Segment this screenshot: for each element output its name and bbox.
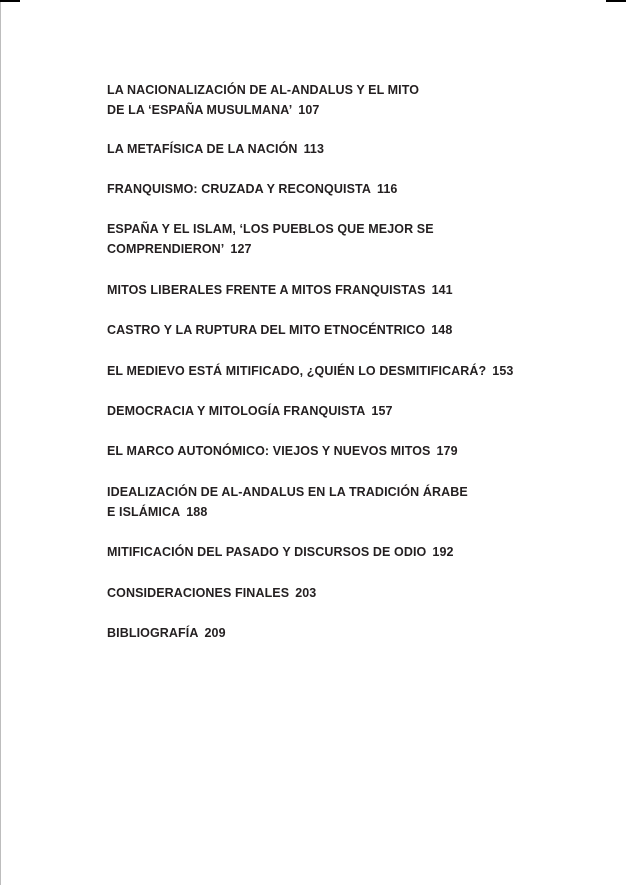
toc-entry (107, 219, 587, 259)
toc-entry (107, 139, 587, 159)
toc-entry-page-number: 153 (492, 364, 514, 378)
toc-entry (107, 583, 587, 603)
toc-entry-title-line: E ISLÁMICA (107, 505, 181, 519)
toc-entry-title-line: IDEALIZACIÓN DE AL-ANDALUS EN LA TRADICIÓN ÁRABE (107, 485, 468, 499)
toc-entry-title-line: ESPAÑA Y EL ISLAM, ‘LOS PUEBLOS QUE MEJOR SE (107, 222, 434, 236)
toc-entry-page-number: 209 (204, 626, 226, 640)
toc-entry-page-number: 116 (376, 182, 398, 196)
toc-entry (107, 179, 587, 199)
toc-entry-page-number: 107 (298, 103, 320, 117)
toc-entry (107, 80, 587, 120)
toc-entry-title-line: MITIFICACIÓN DEL PASADO Y DISCURSOS DE ODIO (107, 545, 427, 559)
toc-entry-page-number: 157 (371, 404, 393, 418)
toc-entry-title-line: LA NACIONALIZACIÓN DE AL-ANDALUS Y EL MITO (107, 83, 420, 97)
toc-entry (107, 401, 587, 421)
toc-entry (107, 623, 587, 643)
toc-entry-page-number: 203 (295, 586, 317, 600)
toc-entry-title-line: CONSIDERACIONES FINALES (107, 586, 290, 600)
toc-entry-page-number: 127 (230, 242, 252, 256)
toc-entry-page-number: 192 (432, 545, 454, 559)
toc-entry-title-line: CASTRO Y LA RUPTURA DEL MITO ETNOCÉNTRICO (107, 323, 426, 337)
toc-entry-page-number: 188 (186, 505, 208, 519)
toc-entry (107, 542, 587, 562)
toc-entry-page-number: 113 (303, 142, 325, 156)
toc-entry-title-line: DEMOCRACIA Y MITOLOGÍA FRANQUISTA (107, 404, 366, 418)
toc-entry (107, 361, 587, 381)
page-edge (0, 0, 1, 885)
toc-entry-title-line: COMPRENDIERON’ (107, 242, 225, 256)
toc-entry-title-line: LA METAFÍSICA DE LA NACIÓN (107, 142, 298, 156)
toc-entry (107, 441, 587, 461)
crop-mark-left (0, 0, 20, 2)
toc-entry-title-line: DE LA ‘ESPAÑA MUSULMANA’ (107, 103, 293, 117)
toc-entry-page-number: 148 (431, 323, 453, 337)
toc-entry-page-number: 141 (431, 283, 453, 297)
toc-entry-title-line: MITOS LIBERALES FRENTE A MITOS FRANQUISTAS (107, 283, 426, 297)
toc-entry-title-line: BIBLIOGRAFÍA (107, 626, 199, 640)
crop-mark-right (606, 0, 626, 2)
toc-entry (107, 482, 587, 522)
toc-entry (107, 280, 587, 300)
toc-entry-title-line: EL MARCO AUTONÓMICO: VIEJOS Y NUEVOS MITOS (107, 444, 431, 458)
toc-entry-title-line: FRANQUISMO: CRUZADA Y RECONQUISTA (107, 182, 371, 196)
toc-entry-title-line: EL MEDIEVO ESTÁ MITIFICADO, ¿QUIÉN LO DESMITIFICARÁ? (107, 364, 487, 378)
toc-entry-page-number: 179 (436, 444, 458, 458)
toc-entry (107, 320, 587, 340)
